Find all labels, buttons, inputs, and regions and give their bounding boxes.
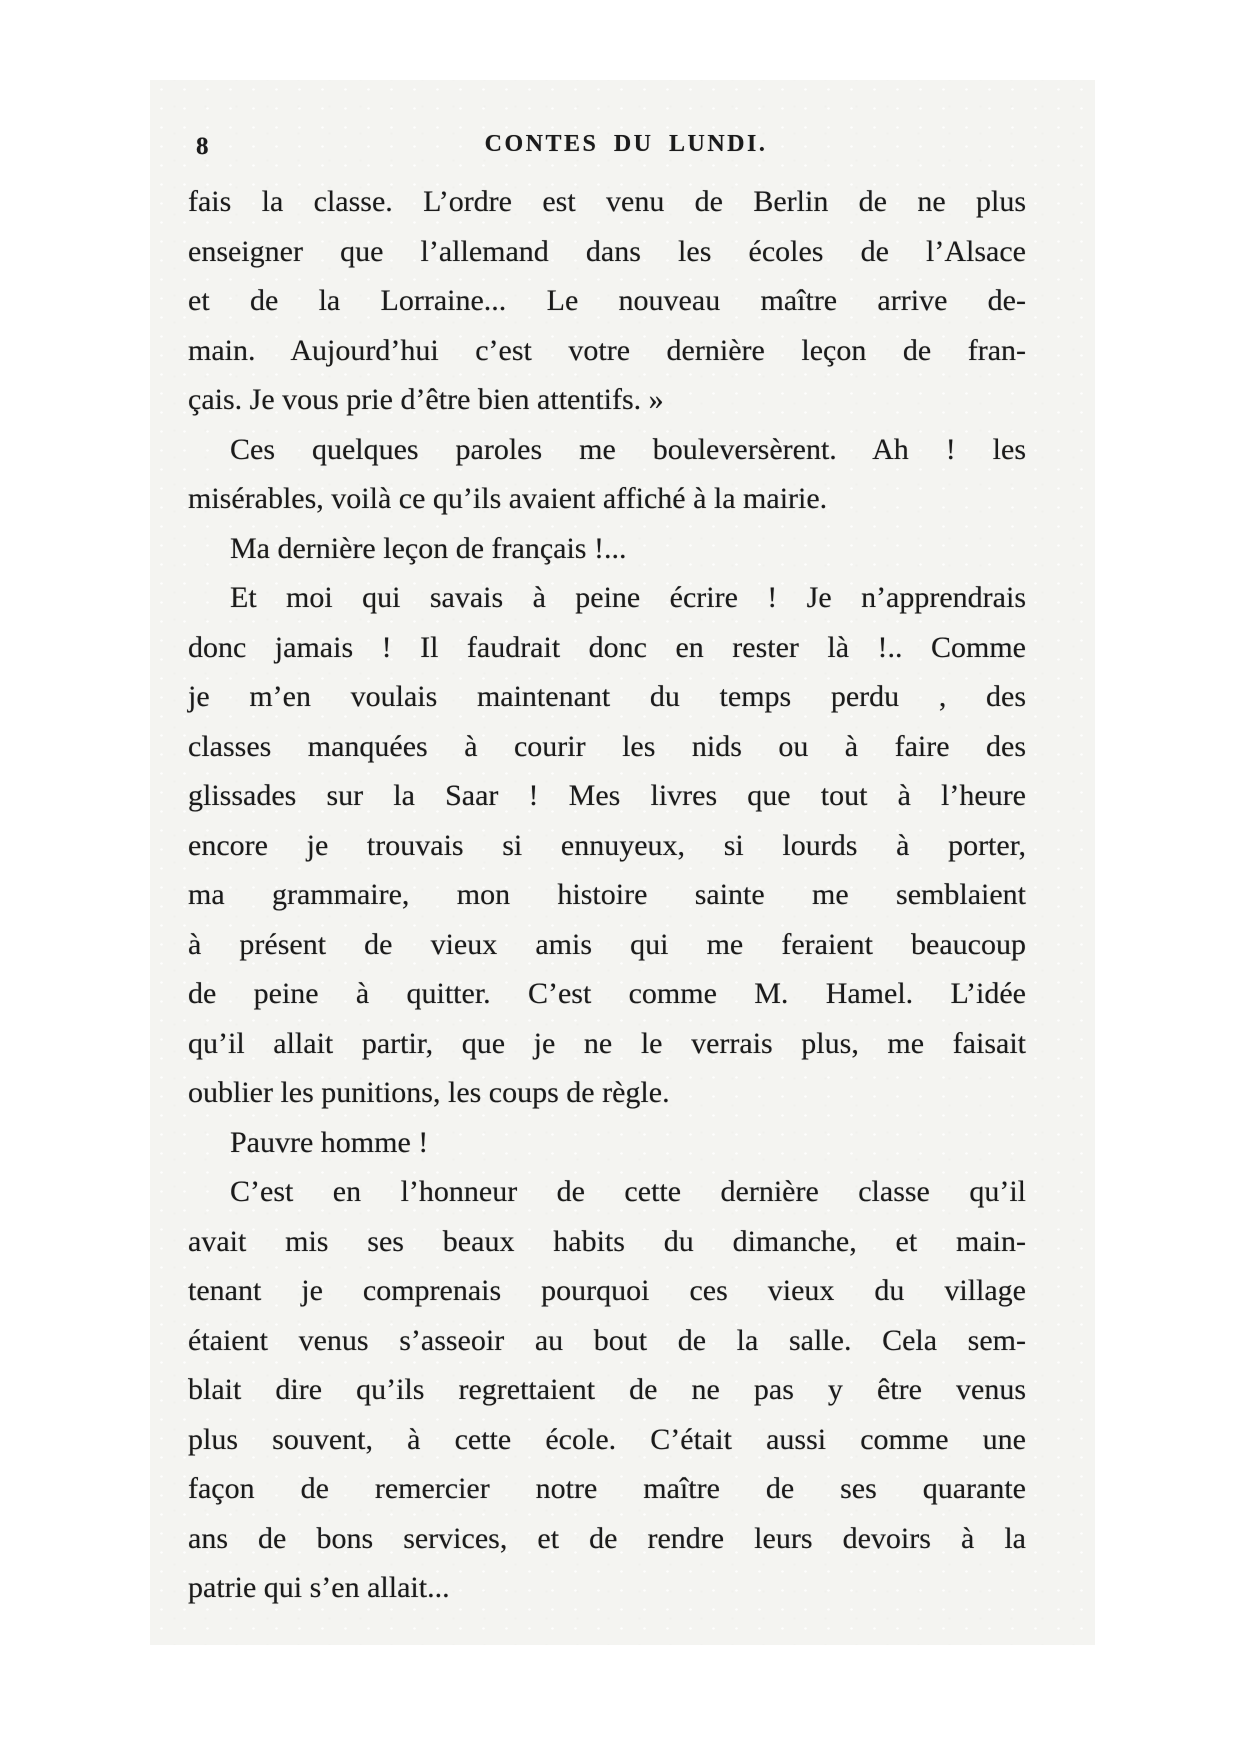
text-line: enseigner que l’allemand dans les écoles de l’Alsace — [188, 234, 1026, 268]
text-line: oublier les punitions, les coups de règle. — [188, 1076, 670, 1109]
text-line: ma grammaire, mon histoire sainte me semblaient — [188, 878, 1026, 911]
text-line: à présent de vieux amis qui me feraient beaucoup — [188, 927, 1026, 961]
text-line: façon de remercier notre maître de ses quarante — [188, 1472, 1026, 1505]
text-line: plus souvent, à cette école. C’était aussi comme une — [188, 1422, 1026, 1456]
text-line: çais. Je vous prie d’être bien attentifs. » — [188, 383, 664, 416]
text-line: Et moi qui savais à peine écrire ! Je n’apprendrais — [230, 581, 1026, 614]
text-line: main. Aujourd’hui c’est votre dernière leçon de fran- — [188, 333, 1026, 367]
text-line: qu’il allait partir, que je ne le verrais plus, me faisait — [188, 1026, 1026, 1060]
text-line: glissades sur la Saar ! Mes livres que tout à l’heure — [188, 779, 1026, 812]
page-body — [188, 177, 1026, 1613]
text-line: Pauvre homme ! — [230, 1125, 429, 1159]
text-line: patrie qui s’en allait... — [188, 1571, 450, 1604]
page-number: 8 — [196, 133, 210, 160]
text-line: fais la classe. L’ordre est venu de Berlin de ne plus — [188, 185, 1026, 218]
text-line: je m’en voulais maintenant du temps perdu , des — [188, 680, 1026, 713]
text-line: C’est en l’honneur de cette dernière classe qu’il — [230, 1175, 1026, 1208]
text-line: de peine à quitter. C’est comme M. Hamel. L’idée — [188, 977, 1026, 1010]
text-line: et de la Lorraine... Le nouveau maître arrive de- — [188, 284, 1026, 317]
text-line: donc jamais ! Il faudrait donc en rester là !.. Comme — [188, 630, 1026, 664]
text-line: étaient venus s’asseoir au bout de la salle. Cela sem- — [188, 1323, 1026, 1357]
running-header: CONTES DU LUNDI. — [484, 131, 768, 157]
text-line: blait dire qu’ils regrettaient de ne pas y être venus — [188, 1373, 1026, 1406]
text-line: tenant je comprenais pourquoi ces vieux du village — [188, 1274, 1026, 1307]
text-line: Ces quelques paroles me bouleversèrent. Ah ! les — [230, 432, 1026, 466]
text-line: Ma dernière leçon de français !... — [230, 531, 627, 565]
text-line: classes manquées à courir les nids ou à faire des — [188, 729, 1026, 763]
text-line: ans de bons services, et de rendre leurs devoirs à la — [188, 1521, 1026, 1555]
text-line: avait mis ses beaux habits du dimanche, et main- — [188, 1224, 1026, 1258]
text-line: encore je trouvais si ennuyeux, si lourds à porter, — [188, 828, 1026, 862]
text-line: misérables, voilà ce qu’ils avaient affiché à la mairie. — [188, 482, 828, 515]
